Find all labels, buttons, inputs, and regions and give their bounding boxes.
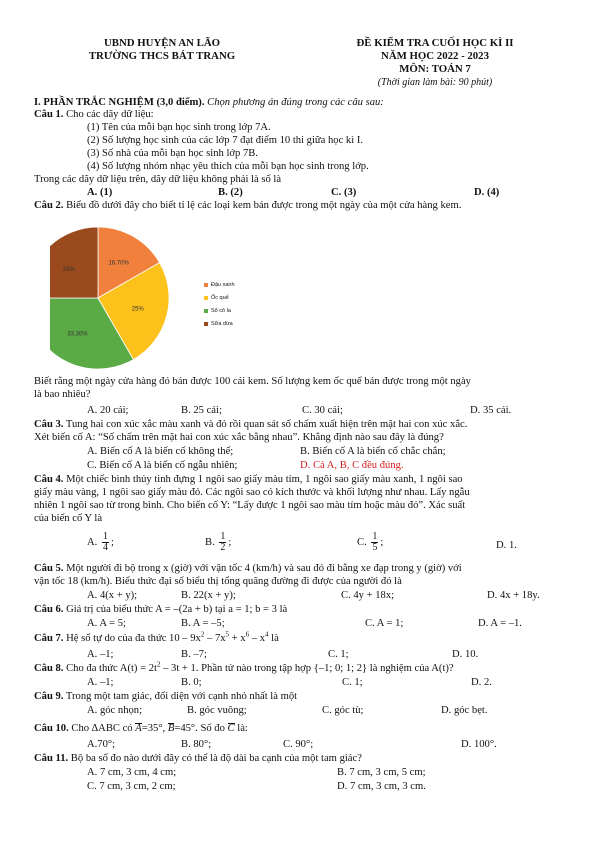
legend-swatch [204,283,208,287]
q4-option-c[interactable] [357,532,383,553]
question-label: Câu 7. [34,633,64,644]
question-label: Câu 10. [34,723,69,734]
question-text: + x [229,633,246,644]
q1-item: (1) Tên của mỗi bạn học sinh trong lớp 7A. [87,122,271,133]
q6-option-d[interactable]: D. A = –1. [478,618,522,629]
question-text: =35°, [141,723,168,734]
denominator: 4 [102,542,108,553]
legend-item [204,295,235,308]
q11-option-b[interactable]: B. 7 cm, 3 cm, 5 cm; [337,767,426,778]
exponent: 5 [225,630,230,639]
q7-option-c[interactable]: C. 1; [328,649,349,660]
question-text: Trong một tam giác, đối diện với cạnh nhỏ nhất là một [63,691,298,702]
legend-label: Sô cô la [211,308,231,314]
q5-option-b[interactable]: B. 22(x + y); [181,590,236,601]
option-letter: B. [205,536,215,548]
q9-option-b[interactable]: B. góc vuông; [187,705,247,716]
question-text: Một người đi bộ trong x (giờ) với vận tốc 4 (km/h) và sau đó đi bằng xe đạp trong y (giờ) với [63,563,462,574]
district-name: UBND HUYỆN AN LÃO [103,37,221,49]
school-year: NĂM HỌC 2022 - 2023 [381,50,489,62]
question-text: – 3t + 1. Phần tử nào trong tập hợp {–1; 0; 1; 2} là nghiệm của A(t)? [160,663,454,674]
q11-option-c[interactable]: C. 7 cm, 3 cm, 2 cm; [87,781,176,792]
q4-text: giấy màu vàng, 1 ngôi sao giấy màu đỏ. Các ngôi sao có kích thước và khối lượng như nhau. Lấy ngẫu [34,487,470,498]
section-title [34,97,384,109]
legend-swatch [204,309,208,313]
question-label: Câu 3. [34,419,64,430]
question-text: Tung hai con xúc xắc màu xanh và đỏ rồi quan sát số chấm xuất hiện trên mặt hai con xúc xắc. [63,419,468,430]
question-text: là: [234,723,248,734]
q2-option-a[interactable]: A. 20 cái; [87,405,129,416]
q4-option-b[interactable] [205,532,231,553]
legend-item [204,282,235,295]
question-text: =45°. Số đo [174,723,228,734]
q2-text-after: Biết rằng một ngày cửa hàng đó bán được 100 cái kem. Số lượng kem ốc quế bán được trong một ngày [34,376,471,387]
question-text: Biểu đồ dưới đây cho biết tỉ lệ các loại kem bán được trong một ngày của một cửa hàng kem. [63,200,462,211]
pie-data-label: 25% [131,306,144,313]
q6-option-b[interactable]: B. A = –5; [181,618,225,629]
q3-option-c[interactable]: C. Biến cố A là biến cố ngẫu nhiên; [87,460,238,471]
q4-option-a[interactable] [87,532,114,553]
angle-b: B [167,723,175,734]
question-text: Cho các dãy dữ liệu: [63,109,154,120]
q3-option-d[interactable]: D. Cả A, B, C đều đúng. [300,460,404,471]
q1-item: (2) Số lượng học sinh của các lớp 7 đạt điểm 10 thi giữa học kì I. [87,135,363,146]
pie-data-label: 16.70% [108,260,129,267]
q10-option-b[interactable]: B. 80°; [181,739,212,750]
q8-option-c[interactable]: C. 1; [342,677,363,688]
question-text: – 7x [204,633,226,644]
fraction [102,532,109,553]
question-label: Câu 11. [34,753,69,764]
q7-option-d[interactable]: D. 10. [452,649,479,660]
q1-option-a[interactable]: A. (1) [87,187,113,198]
legend-swatch [204,296,208,300]
subject: MÔN: TOÁN 7 [399,63,471,75]
q2-text-after: là bao nhiêu? [34,389,91,400]
exam-title: ĐỀ KIỂM TRA CUỐI HỌC KÌ II [356,37,514,49]
question-1 [34,109,154,121]
question-label: Câu 1. [34,109,64,120]
section-heading: I. PHẦN TRẮC NGHIỆM (3,0 điểm). [34,97,205,108]
exponent: 2 [156,660,161,669]
q5-text: vận tốc 18 (km/h). Biểu thức đại số biểu thị tổng quãng đường đi được của người đó là [34,576,402,587]
question-text: Cho ∆ABC có [68,723,136,734]
q1-question: Trong các dãy dữ liệu trên, dãy dữ liệu không phải là số là [34,174,282,185]
option-suffix: ; [380,536,384,548]
question-7 [34,630,279,645]
q10-option-c[interactable]: C. 90°; [283,739,314,750]
question-4 [34,474,463,486]
legend-swatch [204,322,208,326]
question-text: Hệ số tự do của đa thức 10 – 9x [63,633,201,644]
exponent: 2 [200,630,205,639]
q7-option-b[interactable]: B. –7; [181,649,207,660]
option-letter: A. [87,536,98,548]
question-label: Câu 4. [34,474,64,485]
q11-option-d[interactable]: D. 7 cm, 3 cm, 3 cm. [337,781,426,792]
exam-info [300,37,570,89]
q7-option-a[interactable]: A. –1; [87,649,114,660]
question-9 [34,691,297,703]
option-letter: C. [357,536,367,548]
q9-option-a[interactable]: A. góc nhọn; [87,705,143,716]
legend-label: Đậu xanh [211,282,235,288]
q11-option-a[interactable]: A. 7 cm, 3 cm, 4 cm; [87,767,177,778]
school-info [72,37,252,63]
question-label: Câu 9. [34,691,64,702]
q9-option-c[interactable]: C. góc tù; [322,705,364,716]
q10-option-d[interactable]: D. 100°. [461,739,497,750]
q5-option-c[interactable]: C. 4y + 18x; [341,590,395,601]
q3-option-b[interactable]: B. Biến cố A là biến cố chắc chắn; [300,446,446,457]
q3-text: Xét biến cố A: “Số chấm trên mặt hai con xúc xắc bằng nhau”. Khẳng định nào sau đây là đúng? [34,432,444,443]
denominator: 5 [372,542,378,553]
option-suffix: ; [110,536,114,548]
q8-option-d[interactable]: D. 2. [471,677,492,688]
q3-option-a[interactable]: A. Biến cố A là biến cố không thể; [87,446,234,457]
time-limit: (Thời gian làm bài: 90 phút) [377,77,493,88]
q1-item: (3) Số nhà của mỗi bạn học sinh lớp 7B. [87,148,258,159]
numerator: 1 [220,531,226,542]
angle-c: C [227,723,235,734]
q1-option-d[interactable]: D. (4) [474,187,500,198]
numerator: 1 [372,531,378,542]
question-label: Câu 8. [34,663,64,674]
legend-label: Ốc quế [211,295,229,301]
numerator: 1 [102,531,108,542]
question-text: – x [249,633,265,644]
fraction [371,532,378,553]
angle-a: A [135,723,142,734]
q2-option-b[interactable]: B. 25 cái; [181,405,222,416]
exponent: 6 [245,630,250,639]
legend-label: Sữa dừa [211,321,233,327]
question-10 [34,723,248,735]
q6-option-a[interactable]: A. A = 5; [87,618,126,629]
q8-option-b[interactable]: B. 0; [181,677,202,688]
question-2 [34,200,461,212]
question-text: Giá trị của biểu thức A = –(2a + b) tại a = 1; b = 3 là [63,604,288,615]
pie-slice-4 [50,227,98,298]
section-instruction: Chọn phương án đúng trong các câu sau: [204,97,384,108]
pie-data-label: 33.30% [67,331,88,338]
question-label: Câu 2. [34,200,64,211]
option-suffix: ; [228,536,232,548]
q5-option-d[interactable]: D. 4x + 18y. [487,590,540,601]
q9-option-d[interactable]: D. góc bẹt. [441,705,488,716]
q4-option-d[interactable]: D. 1. [496,540,517,551]
denominator: 2 [220,542,226,553]
question-text: Cho đa thức A(t) = 2t [63,663,157,674]
q1-option-b[interactable]: B. (2) [218,187,243,198]
q2-option-c[interactable]: C. 30 cái; [302,405,343,416]
question-8 [34,660,454,675]
question-text: Bộ ba số đo nào dưới đây có thể là độ dài ba cạnh của một tam giác? [68,753,362,764]
question-3 [34,419,467,431]
pie-data-label: 25% [62,266,75,273]
q4-text: nhiên 1 ngôi sao từ trong bình. Cho biến cố Y: “Lấy được 1 ngôi sao màu tím hoặc màu đỏ”. Xác suất [34,500,466,511]
q6-option-c[interactable]: C. A = 1; [365,618,404,629]
q5-option-a[interactable]: A. 4(x + y); [87,590,138,601]
question-11 [34,753,362,765]
chart-legend [204,282,235,334]
fraction [219,532,226,553]
school-name: TRƯỜNG THCS BÁT TRANG [88,50,236,62]
legend-item [204,308,235,321]
question-label: Câu 6. [34,604,64,615]
question-6 [34,604,287,616]
q10-option-a[interactable]: A.70°; [87,739,116,750]
q1-item: (4) Số lượng nhóm nhạc yêu thích của mỗi bạn học sinh trong lớp. [87,161,369,172]
exponent: 4 [265,630,269,639]
q8-option-a[interactable]: A. –1; [87,677,114,688]
q1-option-c[interactable]: C. (3) [331,187,357,198]
question-5 [34,563,462,575]
question-text: Một chiếc bình thủy tinh đựng 1 ngôi sao giấy màu tím, 1 ngôi sao giấy màu xanh, 1 ngôi sao [63,474,463,485]
q2-option-d[interactable]: D. 35 cái. [470,405,512,416]
question-label: Câu 5. [34,563,64,574]
q4-text: của biến cố Y là [34,513,103,524]
legend-item [204,321,235,334]
question-text: là [268,633,279,644]
